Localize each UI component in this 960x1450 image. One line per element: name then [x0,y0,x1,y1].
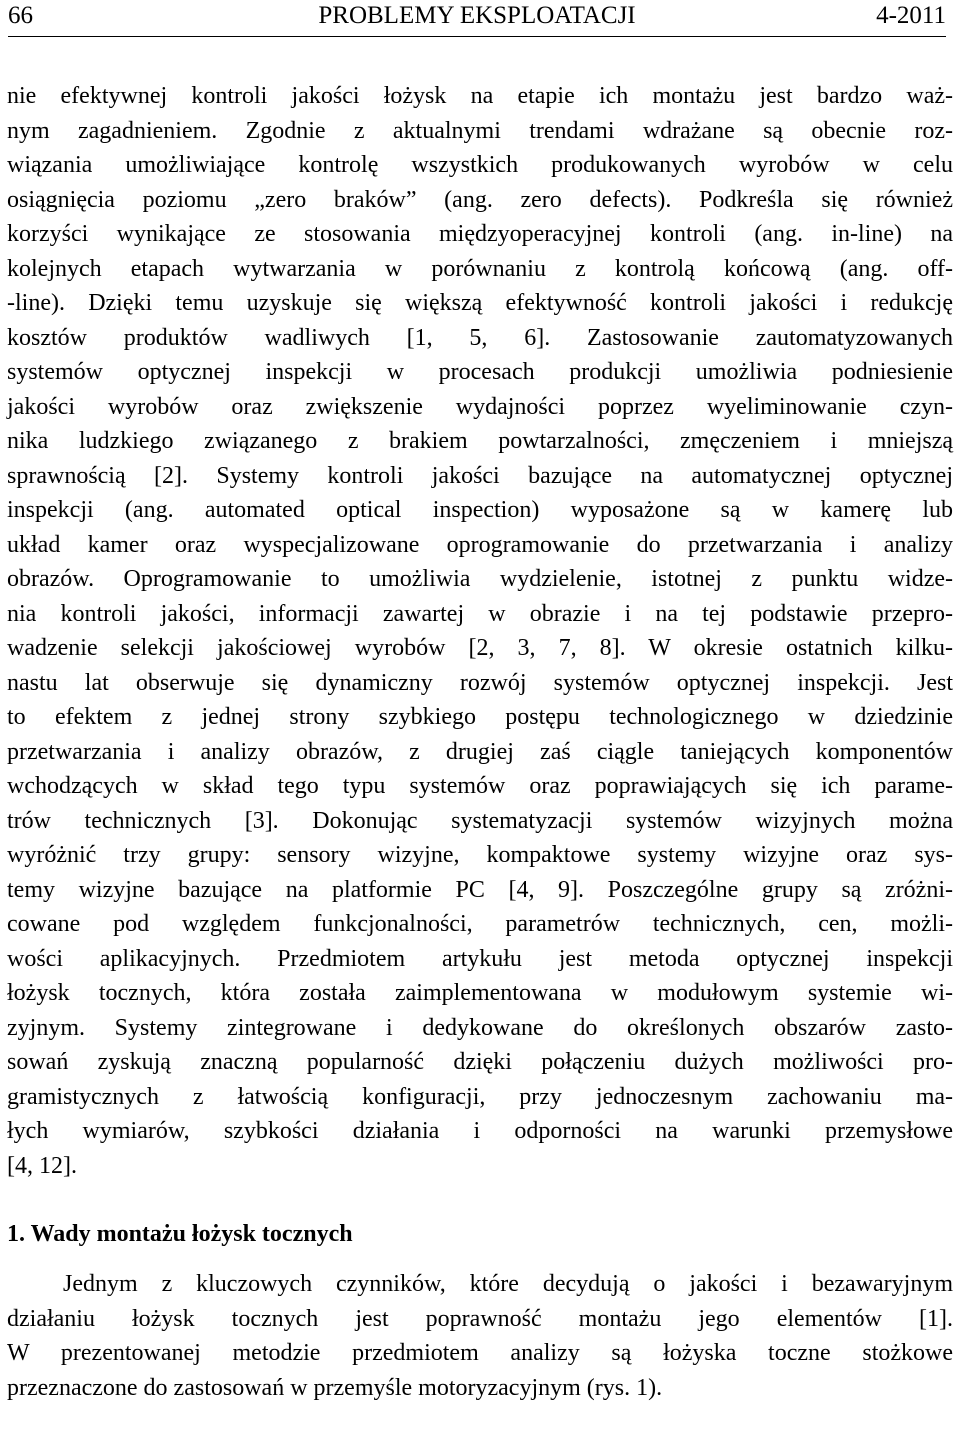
paragraph-intro [7,79,953,1183]
text-line: sprawnością [2]. Systemy kontroli jakości bazujące na automatycznej optycznej [7,462,953,489]
text-line: gramistycznych z łatwością konfiguracji, przy jednoczesnym zachowaniu ma- [7,1083,953,1110]
journal-title: PROBLEMY EKSPLOATACJI [318,2,636,29]
text-line: przetwarzania i analizy obrazów, z drugiej zaś ciągle taniejących komponentów [7,738,953,765]
section-heading: 1. Wady montażu łożysk tocznych [7,1221,353,1247]
text-line: jakości wyrobów oraz zwiększenie wydajności poprzez wyeliminowanie czyn- [7,393,953,420]
text-line: [4, 12]. [7,1152,77,1179]
text-line: sowań zyskują znaczną popularność dzięki połączeniu dużych możliwości pro- [7,1049,953,1075]
paragraph-section-1 [7,1267,953,1405]
text-line: Jednym z kluczowych czynników, które decydują o jakości i bezawaryjnym [63,1271,953,1297]
text-line: inspekcji (ang. automated optical inspection) wyposażone są w kamerę lub [7,497,953,523]
running-header [8,0,946,37]
page-number: 66 [8,2,33,29]
text-line: osiągnięcia poziomu „zero braków” (ang. zero defects). Podkreśla się również [7,186,953,213]
text-line: nie efektywnej kontroli jakości łożysk na etapie ich montażu jest bardzo waż- [7,83,953,109]
text-line: łożysk tocznych, która została zaimplementowana w modułowym systemie wi- [7,980,953,1006]
text-line: nia kontroli jakości, informacji zawartej w obrazie i na tej podstawie przepro- [7,600,953,627]
text-line: zyjnym. Systemy zintegrowane i dedykowane do określonych obszarów zasto- [7,1014,953,1041]
text-line: wyróżnić trzy grupy: sensory wizyjne, kompaktowe systemy wizyjne oraz sys- [7,842,953,868]
text-line: W prezentowanej metodzie przedmiotem analizy są łożyska toczne stożkowe [7,1340,953,1366]
text-line: wadzenie selekcji jakościowej wyrobów [2, 3, 7, 8]. W okresie ostatnich kilku- [7,635,953,661]
text-line: wości aplikacyjnych. Przedmiotem artykułu jest metoda optycznej inspekcji [7,945,953,972]
text-line: działaniu łożysk tocznych jest poprawność montażu jego elementów [1]. [7,1305,953,1332]
text-line: nika ludzkiego związanego z brakiem powtarzalności, zmęczeniem i mniejszą [7,428,953,454]
text-line: przeznaczone do zastosowań w przemyśle motoryzacyjnym (rys. 1). [7,1374,663,1401]
issue-number: 4-2011 [876,2,946,29]
text-line: obrazów. Oprogramowanie to umożliwia wydzielenie, istotnej z punktu widze- [7,566,953,592]
text-line: układ kamer oraz wyspecjalizowane oprogramowanie do przetwarzania i analizy [7,531,953,558]
text-line: wchodzących w skład tego typu systemów oraz poprawiających się ich parame- [7,773,953,799]
text-line: kosztów produktów wadliwych [1, 5, 6]. Zastosowanie zautomatyzowanych [7,324,953,351]
text-line: -line). Dzięki temu uzyskuje się większą efektywność kontroli jakości i redukcję [7,290,953,316]
text-line: nastu lat obserwuje się dynamiczny rozwój systemów optycznej inspekcji. Jest [7,669,953,696]
text-line: to efektem z jednej strony szybkiego postępu technologicznego w dziedzinie [7,704,953,730]
text-line: trów technicznych [3]. Dokonując systematyzacji systemów wizyjnych można [7,807,953,834]
text-line: nym zagadnieniem. Zgodnie z aktualnymi trendami wdrażane są obecnie roz- [7,117,953,144]
text-line: korzyści wynikające ze stosowania międzyoperacyjnej kontroli (ang. in-line) na [7,221,953,247]
text-line: cowane pod względem funkcjonalności, parametrów technicznych, cen, możli- [7,911,953,937]
text-line: łych wymiarów, szybkości działania i odporności na warunki przemysłowe [7,1118,953,1144]
text-line: systemów optycznej inspekcji w procesach produkcji umożliwia podniesienie [7,359,953,385]
text-line: kolejnych etapach wytwarzania w porównaniu z kontrolą końcową (ang. off- [7,255,953,282]
body-text [7,79,953,1405]
text-line: wiązania umożliwiające kontrolę wszystkich produkowanych wyrobów w celu [7,152,953,178]
text-line: temy wizyjne bazujące na platformie PC [4, 9]. Poszczególne grupy są zróżni- [7,876,953,903]
